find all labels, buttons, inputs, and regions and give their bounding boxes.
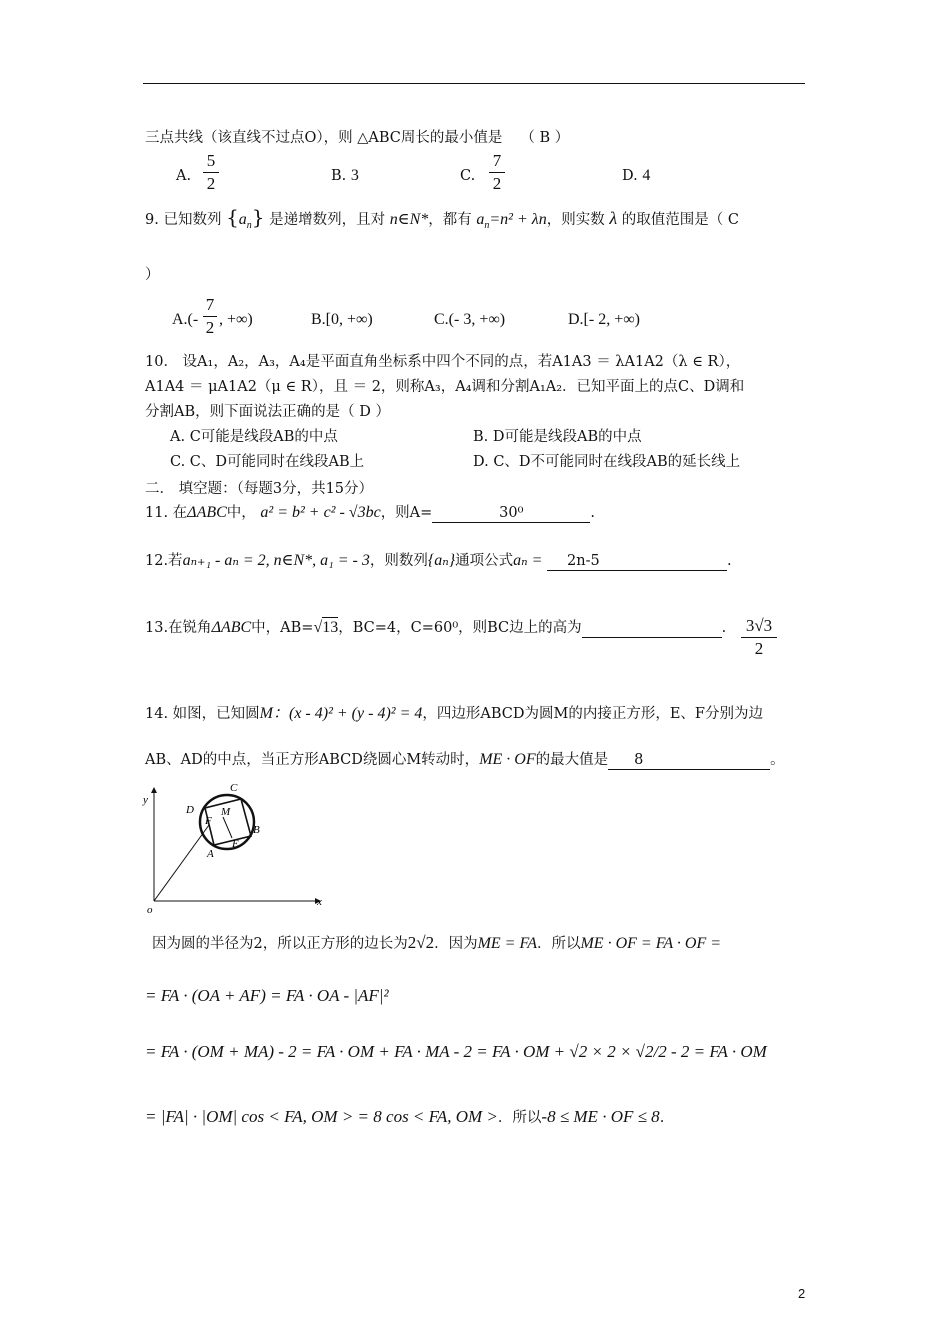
q9-option-b: B.[0, +∞) (311, 311, 373, 328)
label-d: D (186, 804, 194, 816)
label-f: F (205, 815, 212, 827)
q8-option-b: B. 3 (331, 167, 359, 184)
q10-line-2: A1A4 ＝ μA1A2（μ ∈ R），且 ＝ 2，则称A₃，A₄调和分割A₁A₂．已知平面上的点C、D调和 (145, 379, 745, 395)
q8-option-d: D. 4 (622, 167, 651, 184)
q10-option-b: B. D可能是线段AB的中点 (473, 429, 642, 445)
label-o: o (147, 904, 153, 916)
q9-close-paren: ） (145, 267, 160, 283)
q10-option-d: D. C、D不可能同时在线段AB的延长线上 (473, 454, 741, 470)
q10-line-1: 10． 设A₁，A₂，A₃，A₄是平面直角坐标系中四个不同的点，若A1A3 ＝ λA1A2（λ ∈ R）， (145, 354, 741, 370)
q9-option-c: C.(- 3, +∞) (434, 311, 506, 328)
page-number: 2 (798, 1286, 806, 1301)
label-a: A (207, 848, 214, 860)
solution-line-1: 因为圆的半径为2，所以正方形的边长为2√2．因为ME = FA．所以ME · OF = FA · OF = (152, 933, 722, 952)
solution-line-4: = |FA| · |OM| cos < FA, OM > = 8 cos < FA, OM >．所以-8 ≤ ME · OF ≤ 8. (145, 1107, 665, 1126)
vector-me (223, 817, 232, 838)
y-axis-arrow-icon (151, 787, 157, 793)
q8-stem: 三点共线（该直线不过点O），则 △ABC周长的最小值是 （ B ） (145, 130, 570, 146)
q8-option-c-fraction: 7 2 (489, 151, 505, 194)
q11: 11. 在ΔABC中， a² = b² + c² - √3bc，则A= 30⁰ . (145, 504, 595, 521)
q12: 12.若aₙ₊₁ - aₙ = 2, n∈N*, a₁ = - 3，则数列{aₙ}通项公式aₙ = 2n-5 . (145, 552, 732, 569)
q9-stem: 9. 已知数列 $\{a_n\}$ 是递增数列，且对 n∈N*，都有 $a_n=n^2 + \lambda n$，则实数 λ 的取值范围是（ C (145, 205, 739, 231)
section-2-heading: 二． 填空题：（每题3分，共15分） (145, 481, 374, 497)
q9-option-a-fraction: 7 2 (203, 295, 217, 338)
solution-line-2: = FA · (OA + AF) = FA · OA - |AF|² (145, 986, 389, 1005)
label-e: E (232, 838, 239, 850)
q13-answer-fraction: 3√3 2 (741, 616, 777, 659)
label-b: B (253, 824, 260, 836)
q10-option-a: A. C可能是线段AB的中点 (170, 429, 338, 445)
vector-of (154, 825, 209, 901)
q9-option-a-post: , +∞) (219, 311, 253, 328)
q9-option-a-pre: A.(- (172, 311, 199, 328)
solution-line-3: = FA · (OM + MA) - 2 = FA · OM + FA · MA - 2 = FA · OM + √2 × 2 × √2/2 - 2 = FA · OM (145, 1042, 767, 1061)
label-m: M (221, 806, 231, 818)
q13: 13.在锐角ΔABC中，AB=√13，BC=4，C=60⁰，则BC边上的高为 . (145, 619, 727, 636)
q10-option-c: C. C、D可能同时在线段AB上 (170, 454, 365, 470)
q10-line-3: 分割AB，则下面说法正确的是（ D ） (145, 404, 390, 420)
circle-square-figure (135, 775, 335, 920)
q8-option-a-label: A. (176, 168, 192, 184)
label-y: y (143, 794, 148, 806)
label-c: C (230, 782, 238, 794)
header-rule (143, 83, 805, 84)
q14-line-1: 14. 如图，已知圆M：(x - 4)² + (y - 4)² = 4，四边形ABCD为圆M的内接正方形，E、F分别为边 (145, 705, 763, 722)
q14-line-2: AB、AD的中点，当正方形ABCD绕圆心M转动时，ME · OF的最大值是 8 。 (145, 751, 785, 768)
q9-option-d: D.[- 2, +∞) (568, 311, 640, 328)
q8-option-c-label: C. (460, 168, 476, 184)
q8-option-a-fraction: 5 2 (203, 151, 219, 194)
label-x: x (317, 896, 322, 908)
